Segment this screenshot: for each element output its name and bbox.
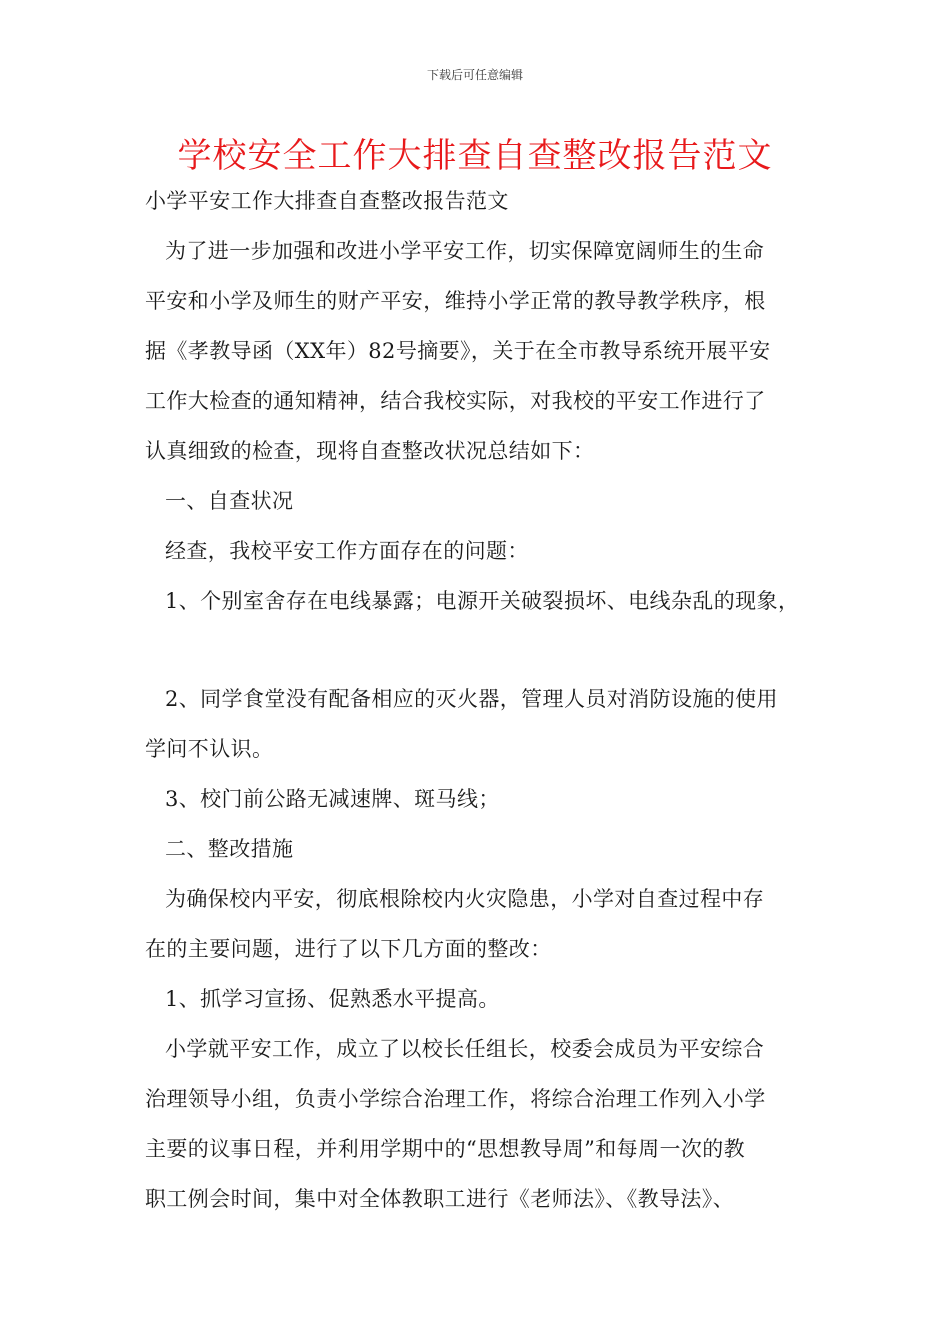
document-title: 学校安全工作大排查自查整改报告范文 [177, 136, 773, 176]
paragraph-line: 为确保校内平安，彻底根除校内火灾隐患，小学对自查过程中存 [165, 887, 765, 911]
paragraph-line: 小学就平安工作，成立了以校长任组长，校委会成员为平安综合 [165, 1037, 765, 1061]
list-item: 2、同学食堂没有配备相应的灭火器，管理人员对消防设施的使用 [165, 687, 778, 711]
paragraph-line: 认真细致的检查，现将自查整改状况总结如下： [145, 439, 595, 463]
section-heading: 二、整改措施 [165, 837, 294, 861]
paragraph-line: 平安和小学及师生的财产平安，维持小学正常的教导教学秩序，根 [145, 289, 766, 313]
paragraph-line: 学问不认识。 [145, 737, 274, 761]
header-note: 下载后可任意编辑 [426, 68, 523, 82]
list-item: 1、抓学习宣扬、促熟悉水平提高。 [165, 987, 500, 1011]
paragraph-line: 据《孝教导函（XX年）82号摘要》，关于在全市教导系统开展平安 [145, 339, 771, 363]
paragraph-line: 经查，我校平安工作方面存在的问题： [165, 539, 529, 563]
paragraph-line: 工作大检查的通知精神，结合我校实际，对我校的平安工作进行了 [145, 389, 766, 413]
section-heading: 一、自查状况 [165, 489, 294, 513]
subtitle-line: 小学平安工作大排查自查整改报告范文 [145, 189, 509, 213]
paragraph-line: 在的主要问题，进行了以下几方面的整改： [145, 937, 552, 961]
list-item: 3、校门前公路无减速牌、斑马线； [165, 787, 500, 811]
paragraph-line: 治理领导小组，负责小学综合治理工作，将综合治理工作列入小学 [145, 1087, 766, 1111]
paragraph-line: 职工例会时间，集中对全体教职工进行《老师法》、《教导法》、 [145, 1187, 735, 1211]
paragraph-line: 主要的议事日程，并利用学期中的“思想教导周”和每周一次的教 [145, 1137, 746, 1161]
paragraph-line: 为了进一步加强和改进小学平安工作，切实保障宽阔师生的生命 [165, 239, 765, 263]
list-item: 1、个别室舍存在电线暴露；电源开关破裂损坏、电线杂乱的现象， [165, 589, 800, 613]
